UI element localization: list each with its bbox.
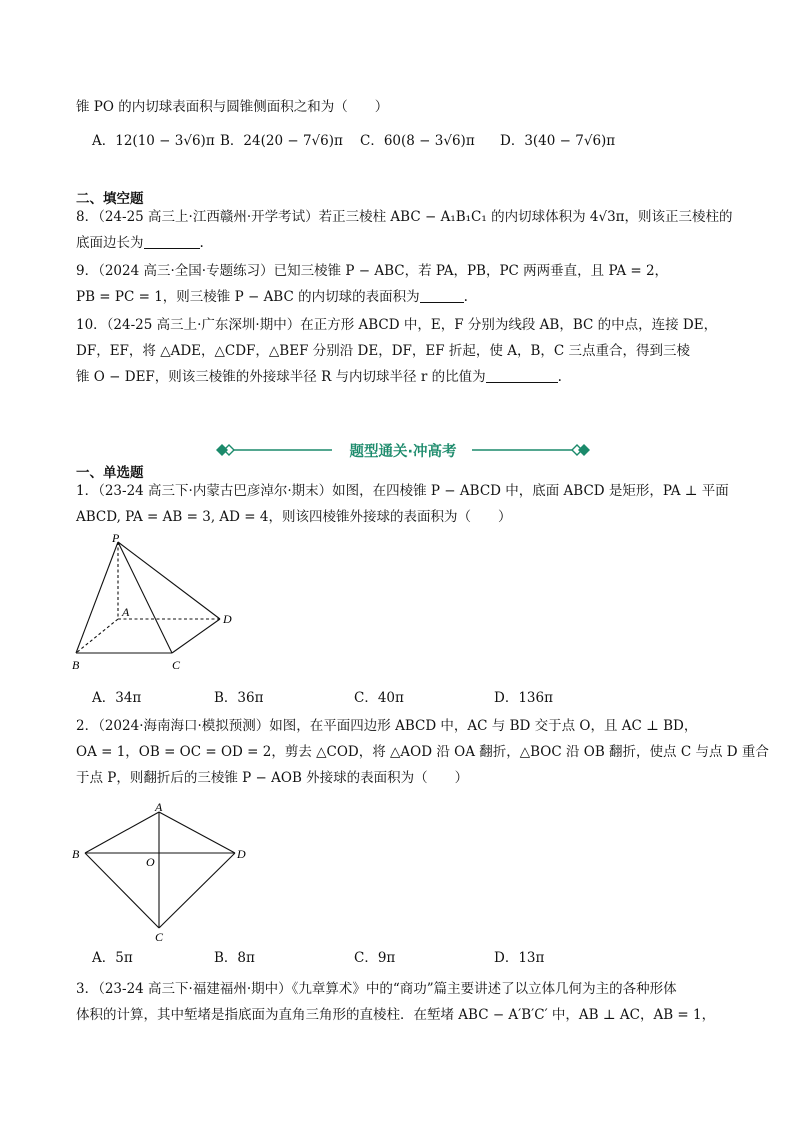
q8-line2: 底面边长为 . xyxy=(76,235,204,251)
q10-line3: 锥 O − DEF，则该三棱锥的外接球半径 R 与内切球半径 r 的比值为 . xyxy=(76,369,562,385)
q1-option-c[interactable]: C．40π xyxy=(354,690,404,706)
q2-option-b[interactable]: B．8π xyxy=(214,950,255,966)
q3-line1: 3．（23-24 高三下·福建福州·期中）《九章算术》中的“商功”篇主要讲述了以立体几何为主的各种形体 xyxy=(76,981,677,997)
q2-line3: 于点 P，则翻折后的三棱锥 P − AOB 外接球的表面积为（ ） xyxy=(76,770,469,786)
q1-line2: ABCD, PA = AB = 3, AD = 4，则该四棱锥外接球的表面积为（ ） xyxy=(76,509,512,525)
section-banner xyxy=(214,440,592,460)
label-o: O xyxy=(146,855,155,869)
q2-option-c[interactable]: C．9π xyxy=(354,950,396,966)
q2-option-a[interactable]: A．5π xyxy=(92,950,133,966)
q3-line2: 体积的计算，其中堑堵是指底面为直角三角形的直棱柱．在堑堵 ABC − A′B′C′ 中，AB ⊥ AC，AB = 1， xyxy=(76,1007,716,1023)
q9-answer-blank[interactable] xyxy=(420,288,464,303)
label-d: D xyxy=(237,847,246,861)
q2-option-d[interactable]: D．13π xyxy=(494,950,545,966)
q1-option-b[interactable]: B．36π xyxy=(214,690,264,706)
q2-quadrilateral-figure xyxy=(68,798,268,948)
q8-answer-blank[interactable] xyxy=(144,234,200,249)
q9-line1: 9．（2024 高三·全国·专题练习）已知三棱锥 P − ABC，若 PA，PB，PC 两两垂直，且 PA = 2， xyxy=(76,263,669,279)
q7-stem-tail: 锥 PO 的内切球表面积与圆锥侧面积之和为（ ） xyxy=(76,99,389,115)
q2-line2: OA = 1，OB = OC = OD = 2，剪去 △COD，将 △AOD 沿 OA 翻折，△BOC 沿 OB 翻折，使点 C 与点 D 重合 xyxy=(76,744,769,760)
section-fill-in-title: 二、填空题 xyxy=(76,191,144,207)
section-single-choice-title: 一、单选题 xyxy=(76,465,144,481)
q7-option-c[interactable]: C．60(8 − 3√6)π xyxy=(360,133,475,149)
label-a: A xyxy=(122,605,130,619)
label-p: P xyxy=(112,531,120,545)
q1-line1: 1．（23-24 高三下·内蒙古巴彦淖尔·期末）如图，在四棱锥 P − ABCD 中，底面 ABCD 是矩形，PA ⊥ 平面 xyxy=(76,483,729,499)
label-d: D xyxy=(223,612,232,626)
q1-option-a[interactable]: A．34π xyxy=(92,690,142,706)
q1-option-d[interactable]: D．136π xyxy=(494,690,553,706)
q9-line2: PB = PC = 1，则三棱锥 P − ABC 的内切球的表面积为 . xyxy=(76,289,468,305)
q7-option-d[interactable]: D．3(40 − 7√6)π xyxy=(500,133,616,149)
label-b: B xyxy=(72,847,80,861)
q10-line1: 10．（24-25 高三上·广东深圳·期中）在正方形 ABCD 中，E，F 分别为线段 AB，BC 的中点，连接 DE， xyxy=(76,317,718,333)
q7-option-a[interactable]: A．12(10 − 3√6)π xyxy=(92,133,215,149)
label-a: A xyxy=(155,800,163,814)
q1-pyramid-figure xyxy=(68,530,248,675)
q8-line1: 8．（24-25 高三上·江西赣州·开学考试）若正三棱柱 ABC − A₁B₁C₁ 的内切球体积为 4√3π，则该正三棱柱的 xyxy=(76,209,733,225)
label-b: B xyxy=(72,658,80,672)
label-c: C xyxy=(155,930,164,944)
banner-title: 题型通关·冲高考 xyxy=(349,444,457,460)
q10-answer-blank[interactable] xyxy=(486,368,558,383)
q2-line1: 2．（2024·海南海口·模拟预测）如图，在平面四边形 ABCD 中，AC 与 BD 交于点 O，且 AC ⊥ BD， xyxy=(76,718,698,734)
label-c: C xyxy=(172,658,181,672)
q10-line2: DF，EF，将 △ADE，△CDF，△BEF 分别沿 DE，DF，EF 折起，使 A，B，C 三点重合，得到三棱 xyxy=(76,343,690,359)
q7-option-b[interactable]: B．24(20 − 7√6)π xyxy=(220,133,343,149)
